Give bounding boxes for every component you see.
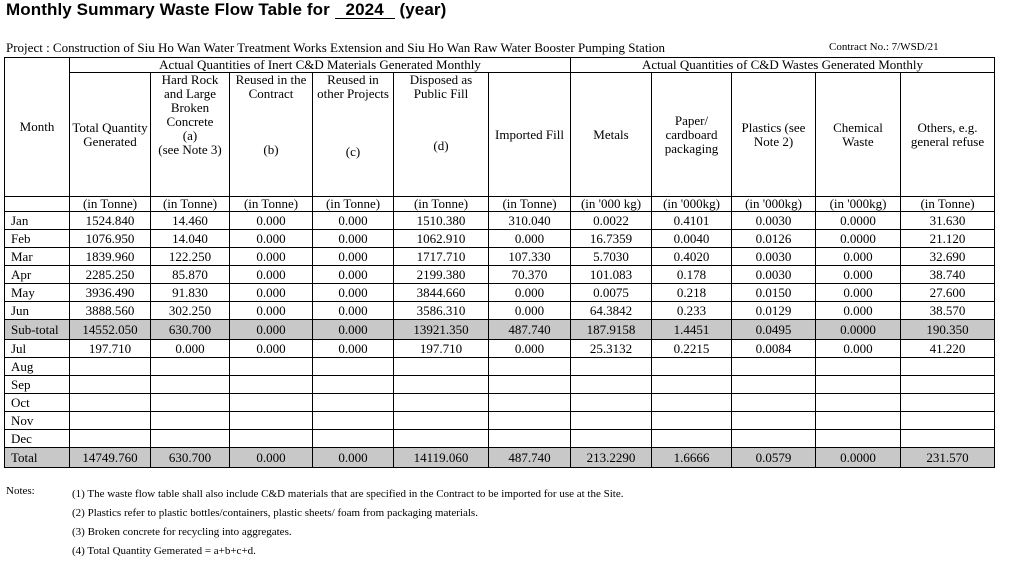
value-cell (652, 358, 732, 376)
value-cell (816, 376, 901, 394)
value-cell: 0.000 (816, 284, 901, 302)
unit-cell: (in Tonne) (151, 197, 230, 212)
value-cell: 32.690 (901, 248, 995, 266)
value-cell (652, 376, 732, 394)
title-year: 2024 (335, 2, 395, 19)
value-cell: 0.0040 (652, 230, 732, 248)
value-cell (394, 430, 489, 448)
value-cell: 1839.960 (70, 248, 151, 266)
value-cell (151, 394, 230, 412)
value-cell (394, 376, 489, 394)
value-cell (816, 394, 901, 412)
value-cell (313, 376, 394, 394)
page-title (6, 0, 446, 20)
value-cell: 85.870 (151, 266, 230, 284)
plastics-header: Plastics (see Note 2) (732, 73, 816, 197)
unit-cell: (in '000kg) (652, 197, 732, 212)
month-cell: Aug (5, 358, 70, 376)
value-cell (70, 412, 151, 430)
reused-other-header (313, 73, 394, 197)
value-cell: 2199.380 (394, 266, 489, 284)
value-cell: 0.218 (652, 284, 732, 302)
value-cell: 0.000 (313, 302, 394, 320)
value-cell (652, 412, 732, 430)
value-cell: 0.000 (816, 340, 901, 358)
reused-other-title: Reused in other Projects (317, 72, 389, 101)
hard-rock-note: (see Note 3) (158, 142, 222, 157)
value-cell: 0.000 (313, 284, 394, 302)
value-cell: 21.120 (901, 230, 995, 248)
value-cell: 0.000 (816, 302, 901, 320)
value-cell: 0.2215 (652, 340, 732, 358)
value-cell: 0.0075 (571, 284, 652, 302)
value-cell: 0.000 (230, 248, 313, 266)
value-cell (901, 412, 995, 430)
unit-cell: (in Tonne) (394, 197, 489, 212)
value-cell: 14.040 (151, 230, 230, 248)
value-cell: 0.0030 (732, 212, 816, 230)
hard-rock-title: Hard Rock and Large Broken Concrete (161, 72, 219, 129)
note-item: (1) The waste flow table shall also include C&D materials that are specified in the Contract to be imported for use at the Site. (72, 488, 624, 500)
table-row (5, 230, 995, 248)
value-cell: 1.4451 (652, 320, 732, 340)
value-cell: 0.0000 (816, 320, 901, 340)
value-cell: 0.000 (313, 340, 394, 358)
unit-cell: (in Tonne) (489, 197, 571, 212)
value-cell: 0.0030 (732, 248, 816, 266)
value-cell: 0.000 (313, 212, 394, 230)
chemical-header: Chemical Waste (816, 73, 901, 197)
value-cell (70, 430, 151, 448)
unit-cell: (in Tonne) (313, 197, 394, 212)
month-cell: Oct (5, 394, 70, 412)
value-cell: 0.000 (151, 340, 230, 358)
value-cell: 0.000 (489, 230, 571, 248)
month-cell: May (5, 284, 70, 302)
value-cell (489, 412, 571, 430)
unit-cell: (in Tonne) (230, 197, 313, 212)
value-cell: 0.0030 (732, 266, 816, 284)
value-cell: 0.178 (652, 266, 732, 284)
value-cell (489, 394, 571, 412)
value-cell: 1717.710 (394, 248, 489, 266)
value-cell: 0.000 (230, 284, 313, 302)
note-item: (2) Plastics refer to plastic bottles/containers, plastic sheets/ foam from packaging materials. (72, 507, 478, 519)
unit-cell-empty (5, 197, 70, 212)
reused-other-letter: (c) (345, 144, 361, 159)
month-cell: Sep (5, 376, 70, 394)
value-cell: 0.000 (313, 230, 394, 248)
value-cell: 0.000 (816, 266, 901, 284)
value-cell: 1076.950 (70, 230, 151, 248)
value-cell (313, 412, 394, 430)
value-cell (901, 430, 995, 448)
value-cell (571, 412, 652, 430)
value-cell: 25.3132 (571, 340, 652, 358)
table-row (5, 430, 995, 448)
value-cell (816, 412, 901, 430)
value-cell: 41.220 (901, 340, 995, 358)
value-cell: 231.570 (901, 448, 995, 468)
value-cell: 14119.060 (394, 448, 489, 468)
value-cell: 0.0129 (732, 302, 816, 320)
value-cell: 0.0022 (571, 212, 652, 230)
table-row (5, 248, 995, 266)
value-cell: 122.250 (151, 248, 230, 266)
value-cell: 1510.380 (394, 212, 489, 230)
inert-group-header: Actual Quantities of Inert C&D Materials Generated Monthly (70, 58, 571, 73)
value-cell: 187.9158 (571, 320, 652, 340)
month-cell: Jun (5, 302, 70, 320)
project-name: Project : Construction of Siu Ho Wan Water Treatment Works Extension and Siu Ho Wan Raw Water Booster Pumping Station (6, 40, 666, 55)
value-cell: 630.700 (151, 320, 230, 340)
value-cell: 14.460 (151, 212, 230, 230)
reused-contract-header (230, 73, 313, 197)
table-row (5, 412, 995, 430)
value-cell (230, 358, 313, 376)
value-cell: 0.4101 (652, 212, 732, 230)
month-cell: Sub-total (5, 320, 70, 340)
value-cell (816, 430, 901, 448)
value-cell: 213.2290 (571, 448, 652, 468)
value-cell (489, 376, 571, 394)
disposed-title: Disposed as Public Fill (409, 72, 473, 101)
hard-rock-header (151, 73, 230, 197)
value-cell (313, 394, 394, 412)
value-cell: 0.000 (313, 248, 394, 266)
paper-header: Paper/ cardboard packaging (652, 73, 732, 197)
table-row (5, 394, 995, 412)
value-cell: 0.000 (489, 340, 571, 358)
value-cell: 0.000 (313, 320, 394, 340)
value-cell: 5.7030 (571, 248, 652, 266)
value-cell (571, 376, 652, 394)
value-cell (313, 430, 394, 448)
value-cell (230, 394, 313, 412)
reused-contract-letter: (b) (263, 142, 279, 157)
value-cell: 0.000 (313, 266, 394, 284)
value-cell (901, 394, 995, 412)
disposed-letter: (d) (433, 138, 449, 153)
value-cell: 14552.050 (70, 320, 151, 340)
value-cell: 0.000 (230, 448, 313, 468)
table-row (5, 340, 995, 358)
title-prefix: Monthly Summary Waste Flow Table for (6, 0, 330, 19)
value-cell (816, 358, 901, 376)
others-header: Others, e.g. general refuse (901, 73, 995, 197)
notes-label: Notes: (6, 485, 35, 497)
summary-row (5, 320, 995, 340)
unit-cell: (in '000 kg) (571, 197, 652, 212)
value-cell: 31.630 (901, 212, 995, 230)
value-cell: 107.330 (489, 248, 571, 266)
month-cell: Mar (5, 248, 70, 266)
metals-header: Metals (571, 73, 652, 197)
value-cell (652, 394, 732, 412)
value-cell: 3888.560 (70, 302, 151, 320)
value-cell: 70.370 (489, 266, 571, 284)
contract-number: Contract No.: 7/WSD/21 (829, 41, 939, 53)
unit-cell: (in Tonne) (70, 197, 151, 212)
value-cell: 0.000 (230, 302, 313, 320)
value-cell: 0.000 (230, 212, 313, 230)
value-cell: 0.0579 (732, 448, 816, 468)
value-cell: 3936.490 (70, 284, 151, 302)
value-cell: 64.3842 (571, 302, 652, 320)
value-cell (151, 412, 230, 430)
value-cell (70, 358, 151, 376)
total-quantity-header: Total Quantity Generated (70, 73, 151, 197)
value-cell: 0.000 (230, 230, 313, 248)
value-cell: 38.740 (901, 266, 995, 284)
table-row (5, 376, 995, 394)
note-item: (3) Broken concrete for recycling into aggregates. (72, 526, 292, 538)
value-cell (151, 358, 230, 376)
value-cell: 14749.760 (70, 448, 151, 468)
value-cell (394, 358, 489, 376)
table-row (5, 212, 995, 230)
value-cell (70, 394, 151, 412)
value-cell: 0.000 (489, 284, 571, 302)
value-cell: 0.000 (489, 302, 571, 320)
value-cell (571, 430, 652, 448)
month-cell: Jul (5, 340, 70, 358)
title-suffix: (year) (399, 0, 447, 19)
value-cell: 0.4020 (652, 248, 732, 266)
value-cell (230, 430, 313, 448)
value-cell: 0.000 (313, 448, 394, 468)
value-cell: 0.0084 (732, 340, 816, 358)
value-cell: 630.700 (151, 448, 230, 468)
value-cell: 1524.840 (70, 212, 151, 230)
value-cell: 0.0000 (816, 230, 901, 248)
hard-rock-letter: (a) (182, 128, 198, 143)
table-row (5, 302, 995, 320)
reused-contract-title: Reused in the Contract (235, 72, 307, 101)
value-cell (732, 394, 816, 412)
unit-cell: (in Tonne) (901, 197, 995, 212)
value-cell: 0.000 (816, 248, 901, 266)
value-cell (151, 376, 230, 394)
value-cell (732, 430, 816, 448)
value-cell: 3844.660 (394, 284, 489, 302)
value-cell: 101.083 (571, 266, 652, 284)
value-cell: 310.040 (489, 212, 571, 230)
value-cell (489, 358, 571, 376)
value-cell: 0.0495 (732, 320, 816, 340)
month-cell: Apr (5, 266, 70, 284)
value-cell: 16.7359 (571, 230, 652, 248)
value-cell (571, 358, 652, 376)
summary-row (5, 448, 995, 468)
waste-flow-table (4, 57, 995, 468)
value-cell: 3586.310 (394, 302, 489, 320)
month-cell: Total (5, 448, 70, 468)
month-header: Month (5, 58, 70, 197)
value-cell (70, 376, 151, 394)
waste-group-header: Actual Quantities of C&D Wastes Generated Monthly (571, 58, 995, 73)
month-cell: Dec (5, 430, 70, 448)
value-cell: 1.6666 (652, 448, 732, 468)
value-cell: 27.600 (901, 284, 995, 302)
table-row (5, 358, 995, 376)
month-cell: Jan (5, 212, 70, 230)
value-cell (313, 358, 394, 376)
value-cell: 487.740 (489, 448, 571, 468)
value-cell: 2285.250 (70, 266, 151, 284)
table-row (5, 266, 995, 284)
value-cell: 0.000 (230, 320, 313, 340)
value-cell (230, 412, 313, 430)
value-cell (901, 376, 995, 394)
unit-cell: (in '000kg) (732, 197, 816, 212)
table-row (5, 284, 995, 302)
unit-cell: (in '000kg) (816, 197, 901, 212)
value-cell: 190.350 (901, 320, 995, 340)
value-cell: 0.233 (652, 302, 732, 320)
value-cell (489, 430, 571, 448)
value-cell: 197.710 (394, 340, 489, 358)
month-cell: Feb (5, 230, 70, 248)
value-cell: 38.570 (901, 302, 995, 320)
value-cell (571, 394, 652, 412)
value-cell: 0.0150 (732, 284, 816, 302)
value-cell (732, 358, 816, 376)
note-item: (4) Total Quantity Gemerated = a+b+c+d. (72, 545, 256, 557)
value-cell: 487.740 (489, 320, 571, 340)
value-cell: 0.0000 (816, 448, 901, 468)
value-cell (394, 412, 489, 430)
value-cell: 0.000 (230, 266, 313, 284)
value-cell (732, 376, 816, 394)
value-cell (901, 358, 995, 376)
value-cell: 91.830 (151, 284, 230, 302)
value-cell (230, 376, 313, 394)
value-cell (394, 394, 489, 412)
notes-list (72, 485, 623, 561)
value-cell: 302.250 (151, 302, 230, 320)
value-cell: 0.0000 (816, 212, 901, 230)
value-cell: 13921.350 (394, 320, 489, 340)
value-cell: 0.0126 (732, 230, 816, 248)
value-cell (732, 412, 816, 430)
imported-fill-header: Imported Fill (489, 73, 571, 197)
value-cell (151, 430, 230, 448)
value-cell (652, 430, 732, 448)
disposed-header (394, 73, 489, 197)
value-cell: 197.710 (70, 340, 151, 358)
value-cell: 1062.910 (394, 230, 489, 248)
month-cell: Nov (5, 412, 70, 430)
value-cell: 0.000 (230, 340, 313, 358)
